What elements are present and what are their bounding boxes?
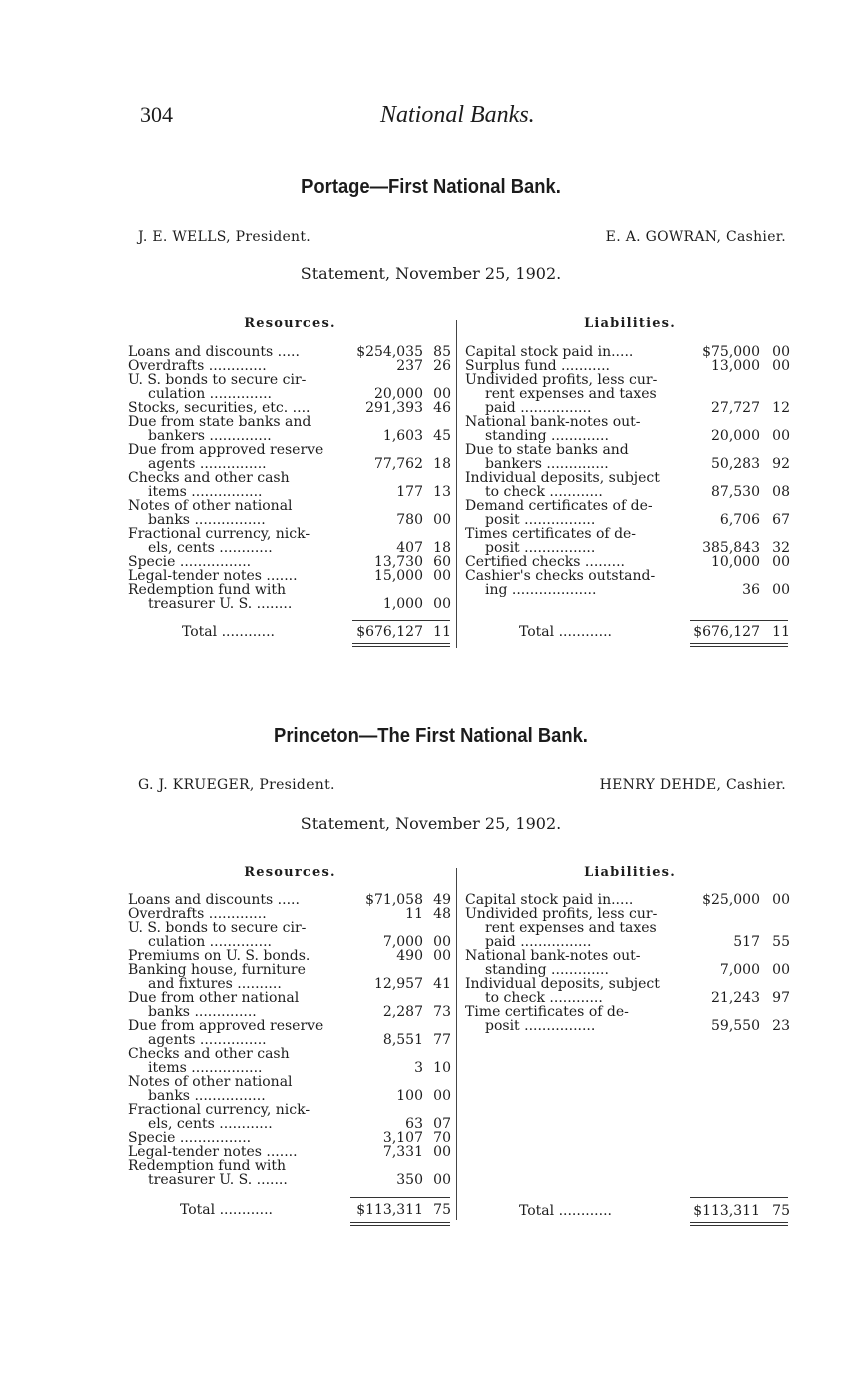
ledger-item-label: Overdrafts ............. <box>128 358 267 374</box>
total-cents: 75 <box>433 1202 451 1218</box>
ledger-item-label: Certified checks ......... <box>465 554 625 570</box>
ledger-item-cents: 00 <box>433 568 451 584</box>
ledger-row <box>128 597 453 611</box>
ledger-item-cents: 73 <box>433 1004 451 1020</box>
ledger-item-dollars: 2,287 <box>382 1004 423 1020</box>
ledger-item-label: Capital stock paid in..... <box>465 344 634 360</box>
ledger-row <box>128 1019 453 1033</box>
ledger-item-dollars: 237 <box>396 358 423 374</box>
ledger-row <box>128 513 453 527</box>
ledger-item-cents: 18 <box>433 540 451 556</box>
ledger-item-cents: 49 <box>433 892 451 908</box>
ledger-row <box>465 583 790 597</box>
ledger-item-label: to check ............ <box>485 484 603 500</box>
ledger-item-dollars: 11 <box>405 906 423 922</box>
resources-heading: Resources. <box>244 865 336 880</box>
ledger-row <box>128 907 453 921</box>
column-divider <box>456 868 457 1220</box>
ledger-item-dollars: 7,000 <box>382 934 423 950</box>
ledger-item-cents: 00 <box>433 934 451 950</box>
ledger-item-label: items ................ <box>148 1060 263 1076</box>
ledger-item-label: Overdrafts ............. <box>128 906 267 922</box>
ledger-row <box>465 499 790 513</box>
ledger-row <box>128 1075 453 1089</box>
ledger-row <box>128 457 453 471</box>
ledger-item-dollars: $254,035 <box>356 344 423 360</box>
ledger-row <box>465 373 790 387</box>
resources-heading: Resources. <box>244 316 336 331</box>
ledger-item-cents: 00 <box>433 1144 451 1160</box>
ledger-item-label: Notes of other national <box>128 498 293 514</box>
ledger-item-label: Loans and discounts ..... <box>128 892 300 908</box>
ledger-item-label: paid ................ <box>485 400 592 416</box>
ledger-row <box>128 527 453 541</box>
total-label: Total ............ <box>519 624 612 640</box>
ledger-row <box>128 1005 453 1019</box>
ledger-item-cents: 55 <box>772 934 790 950</box>
ledger-item-label: paid ................ <box>485 934 592 950</box>
ledger-row <box>465 471 790 485</box>
cashier-name: HENRY DEHDE, Cashier. <box>599 777 786 793</box>
ledger-row <box>465 949 790 963</box>
ledger-row <box>128 991 453 1005</box>
ledger-item-label: els, cents ............ <box>148 540 273 556</box>
total-rule <box>690 1197 788 1198</box>
ledger-item-dollars: 36 <box>742 582 760 598</box>
ledger-item-label: Fractional currency, nick- <box>128 526 311 542</box>
ledger-item-label: items ................ <box>148 484 263 500</box>
ledger-item-label: banks ................ <box>148 512 266 528</box>
ledger-row <box>128 1131 453 1145</box>
ledger-item-cents: 46 <box>433 400 451 416</box>
ledger-item-label: Premiums on U. S. bonds. <box>128 948 311 964</box>
ledger-item-dollars: 12,957 <box>374 976 423 992</box>
ledger-item-dollars: 517 <box>733 934 760 950</box>
president-name: G. J. KRUEGER, President. <box>138 777 335 793</box>
ledger-item-dollars: 7,331 <box>382 1144 423 1160</box>
ledger-row <box>128 1061 453 1075</box>
ledger-row <box>128 1033 453 1047</box>
ledger-item-label: agents ............... <box>148 1032 267 1048</box>
ledger-item-label: standing ............. <box>485 962 609 978</box>
ledger-item-label: banks .............. <box>148 1004 257 1020</box>
total-cents: 75 <box>772 1203 790 1219</box>
ledger-item-label: Due from other national <box>128 990 300 1006</box>
ledger-row <box>465 415 790 429</box>
ledger-row <box>128 373 453 387</box>
ledger-item-label: and fixtures .......... <box>148 976 282 992</box>
ledger-item-dollars: 350 <box>396 1172 423 1188</box>
ledger-item-label: U. S. bonds to secure cir- <box>128 372 307 388</box>
ledger-row <box>128 387 453 401</box>
total-label: Total ............ <box>182 624 275 640</box>
ledger-row <box>128 401 453 415</box>
ledger-item-cents: 00 <box>772 428 790 444</box>
ledger-row <box>465 569 790 583</box>
ledger-item-label: National bank-notes out- <box>465 414 641 430</box>
ledger-item-label: U. S. bonds to secure cir- <box>128 920 307 936</box>
ledger-row <box>465 935 790 949</box>
ledger-row <box>128 1089 453 1103</box>
ledger-item-label: Checks and other cash <box>128 470 290 486</box>
ledger-row <box>128 977 453 991</box>
ledger-item-cents: 92 <box>772 456 790 472</box>
ledger-item-label: Individual deposits, subject <box>465 976 660 992</box>
ledger-item-cents: 12 <box>772 400 790 416</box>
ledger-row <box>128 921 453 935</box>
ledger-item-dollars: 780 <box>396 512 423 528</box>
ledger-item-dollars: 407 <box>396 540 423 556</box>
ledger-item-cents: 67 <box>772 512 790 528</box>
ledger-item-dollars: 77,762 <box>374 456 423 472</box>
ledger-item-dollars: 177 <box>396 484 423 500</box>
ledger-row <box>465 429 790 443</box>
ledger-item-label: Undivided profits, less cur- <box>465 906 658 922</box>
ledger-row <box>128 893 453 907</box>
ledger-item-label: posit ................ <box>485 540 596 556</box>
ledger-item-label: posit ................ <box>485 1018 596 1034</box>
ledger-row <box>465 387 790 401</box>
ledger-item-cents: 10 <box>433 1060 451 1076</box>
ledger-item-label: culation .............. <box>148 934 272 950</box>
ledger-item-label: Legal-tender notes ....... <box>128 568 298 584</box>
ledger-item-label: Notes of other national <box>128 1074 293 1090</box>
ledger-item-cents: 00 <box>772 554 790 570</box>
ledger-item-dollars: $25,000 <box>702 892 760 908</box>
ledger-item-cents: 08 <box>772 484 790 500</box>
ledger-item-label: agents ............... <box>148 456 267 472</box>
ledger-item-label: Due to state banks and <box>465 442 629 458</box>
ledger-item-cents: 85 <box>433 344 451 360</box>
ledger-item-label: Due from approved reserve <box>128 442 324 458</box>
ledger-item-dollars: 3,107 <box>382 1130 423 1146</box>
ledger-item-dollars: 21,243 <box>711 990 760 1006</box>
ledger-item-cents: 00 <box>772 892 790 908</box>
ledger-item-dollars: 27,727 <box>711 400 760 416</box>
ledger-row <box>128 485 453 499</box>
total-dollars: $113,311 <box>356 1202 423 1218</box>
total-dollars: $113,311 <box>693 1203 760 1219</box>
ledger-item-cents: 00 <box>433 1088 451 1104</box>
ledger-row <box>465 555 790 569</box>
liabilities-table <box>465 893 790 1033</box>
statement-date: Statement, November 25, 1902. <box>300 264 562 283</box>
ledger-item-dollars: 10,000 <box>711 554 760 570</box>
resources-table <box>128 345 453 611</box>
president-name: J. E. WELLS, President. <box>138 229 312 245</box>
total-dollars: $676,127 <box>693 624 760 640</box>
ledger-item-cents: 32 <box>772 540 790 556</box>
total-label: Total ............ <box>180 1202 273 1218</box>
ledger-row <box>465 443 790 457</box>
ledger-item-cents: 77 <box>433 1032 451 1048</box>
ledger-item-label: Capital stock paid in..... <box>465 892 634 908</box>
ledger-item-dollars: 1,000 <box>382 596 423 612</box>
total-double-rule <box>352 643 450 647</box>
ledger-item-label: bankers .............. <box>485 456 609 472</box>
ledger-item-cents: 00 <box>433 512 451 528</box>
ledger-row <box>465 907 790 921</box>
ledger-item-cents: 00 <box>772 358 790 374</box>
ledger-item-label: posit ................ <box>485 512 596 528</box>
ledger-item-dollars: $71,058 <box>365 892 423 908</box>
ledger-row <box>465 1019 790 1033</box>
column-divider <box>456 320 457 648</box>
ledger-item-dollars: $75,000 <box>702 344 760 360</box>
ledger-row <box>128 471 453 485</box>
statement-date: Statement, November 25, 1902. <box>300 814 562 833</box>
ledger-row <box>128 1047 453 1061</box>
ledger-row <box>465 991 790 1005</box>
ledger-item-label: Due from state banks and <box>128 414 312 430</box>
ledger-row <box>128 499 453 513</box>
ledger-row <box>465 457 790 471</box>
ledger-row <box>128 569 453 583</box>
ledger-row <box>465 977 790 991</box>
ledger-item-dollars: 87,530 <box>711 484 760 500</box>
ledger-item-dollars: 8,551 <box>382 1032 423 1048</box>
total-dollars: $676,127 <box>356 624 423 640</box>
liabilities-heading: Liabilities. <box>584 865 676 880</box>
ledger-item-label: Undivided profits, less cur- <box>465 372 658 388</box>
bank-title: Portage—First National Bank. <box>301 176 561 198</box>
ledger-row <box>465 513 790 527</box>
ledger-item-dollars: 20,000 <box>711 428 760 444</box>
ledger-row <box>465 893 790 907</box>
ledger-row <box>128 1145 453 1159</box>
ledger-item-label: standing ............. <box>485 428 609 444</box>
total-rule <box>352 620 450 621</box>
ledger-item-cents: 23 <box>772 1018 790 1034</box>
ledger-item-cents: 60 <box>433 554 451 570</box>
ledger-item-cents: 00 <box>433 596 451 612</box>
ledger-item-label: ing ................... <box>485 582 597 598</box>
liabilities-heading: Liabilities. <box>584 316 676 331</box>
ledger-item-cents: 18 <box>433 456 451 472</box>
total-double-rule <box>350 1222 450 1226</box>
ledger-item-dollars: 490 <box>396 948 423 964</box>
ledger-row <box>128 963 453 977</box>
ledger-item-dollars: 7,000 <box>719 962 760 978</box>
ledger-item-dollars: 291,393 <box>365 400 423 416</box>
ledger-item-cents: 00 <box>772 962 790 978</box>
ledger-row <box>128 583 453 597</box>
ledger-row <box>128 1117 453 1131</box>
ledger-item-label: National bank-notes out- <box>465 948 641 964</box>
resources-table <box>128 893 453 1187</box>
ledger-row <box>465 541 790 555</box>
ledger-item-label: Times certificates of de- <box>465 526 637 542</box>
ledger-row <box>465 527 790 541</box>
total-rule <box>690 620 788 621</box>
ledger-item-label: culation .............. <box>148 386 272 402</box>
ledger-item-label: rent expenses and taxes <box>485 386 657 402</box>
ledger-item-label: Redemption fund with <box>128 1158 287 1174</box>
running-head: National Banks. <box>380 102 535 128</box>
ledger-row <box>465 921 790 935</box>
ledger-item-cents: 97 <box>772 990 790 1006</box>
ledger-item-label: Fractional currency, nick- <box>128 1102 311 1118</box>
ledger-item-cents: 13 <box>433 484 451 500</box>
ledger-row <box>128 359 453 373</box>
ledger-item-dollars: 50,283 <box>711 456 760 472</box>
ledger-row <box>128 935 453 949</box>
ledger-item-label: Banking house, furniture <box>128 962 306 978</box>
ledger-row <box>465 963 790 977</box>
ledger-item-dollars: 63 <box>405 1116 423 1132</box>
ledger-item-dollars: 13,000 <box>711 358 760 374</box>
ledger-item-label: Time certificates of de- <box>465 1004 629 1020</box>
ledger-item-cents: 45 <box>433 428 451 444</box>
bank-title: Princeton—The First National Bank. <box>274 725 588 747</box>
ledger-item-label: treasurer U. S. ........ <box>148 596 293 612</box>
ledger-row <box>128 1173 453 1187</box>
ledger-item-cents: 00 <box>433 1172 451 1188</box>
ledger-item-dollars: 59,550 <box>711 1018 760 1034</box>
ledger-item-label: Stocks, securities, etc. .... <box>128 400 311 416</box>
ledger-item-label: Cashier's checks outstand- <box>465 568 656 584</box>
ledger-item-cents: 70 <box>433 1130 451 1146</box>
ledger-item-dollars: 6,706 <box>719 512 760 528</box>
ledger-item-label: to check ............ <box>485 990 603 1006</box>
ledger-row <box>128 429 453 443</box>
ledger-item-label: Individual deposits, subject <box>465 470 660 486</box>
ledger-item-cents: 48 <box>433 906 451 922</box>
ledger-row <box>128 415 453 429</box>
ledger-row <box>128 1103 453 1117</box>
total-double-rule <box>690 1222 788 1226</box>
ledger-item-dollars: 3 <box>414 1060 423 1076</box>
page-number: 304 <box>140 102 173 127</box>
ledger-row <box>128 345 453 359</box>
ledger-item-label: els, cents ............ <box>148 1116 273 1132</box>
ledger-item-dollars: 13,730 <box>374 554 423 570</box>
ledger-row <box>128 443 453 457</box>
ledger-row <box>128 1159 453 1173</box>
total-cents: 11 <box>772 624 790 640</box>
liabilities-table <box>465 345 790 597</box>
ledger-item-label: bankers .............. <box>148 428 272 444</box>
ledger-row <box>465 359 790 373</box>
ledger-item-cents: 00 <box>433 948 451 964</box>
ledger-item-label: rent expenses and taxes <box>485 920 657 936</box>
ledger-item-label: Checks and other cash <box>128 1046 290 1062</box>
cashier-name: E. A. GOWRAN, Cashier. <box>605 229 786 245</box>
total-label: Total ............ <box>519 1203 612 1219</box>
ledger-item-cents: 07 <box>433 1116 451 1132</box>
ledger-item-cents: 00 <box>772 582 790 598</box>
ledger-item-label: treasurer U. S. ....... <box>148 1172 288 1188</box>
ledger-item-cents: 41 <box>433 976 451 992</box>
total-double-rule <box>690 643 788 647</box>
ledger-item-cents: 00 <box>433 386 451 402</box>
ledger-item-label: Demand certificates of de- <box>465 498 653 514</box>
ledger-row <box>128 555 453 569</box>
ledger-item-label: Surplus fund ........... <box>465 358 610 374</box>
ledger-item-dollars: 1,603 <box>382 428 423 444</box>
ledger-row <box>465 1005 790 1019</box>
ledger-item-dollars: 20,000 <box>374 386 423 402</box>
ledger-row <box>465 345 790 359</box>
ledger-row <box>465 485 790 499</box>
ledger-item-cents: 00 <box>772 344 790 360</box>
ledger-row <box>465 401 790 415</box>
ledger-item-label: Redemption fund with <box>128 582 287 598</box>
ledger-item-dollars: 100 <box>396 1088 423 1104</box>
ledger-item-label: Specie ................ <box>128 554 252 570</box>
ledger-item-label: Loans and discounts ..... <box>128 344 300 360</box>
ledger-item-dollars: 15,000 <box>374 568 423 584</box>
ledger-item-label: banks ................ <box>148 1088 266 1104</box>
ledger-row <box>128 541 453 555</box>
total-cents: 11 <box>433 624 451 640</box>
ledger-item-dollars: 385,843 <box>702 540 760 556</box>
ledger-row <box>128 949 453 963</box>
ledger-item-label: Due from approved reserve <box>128 1018 324 1034</box>
total-rule <box>350 1197 450 1198</box>
ledger-item-label: Legal-tender notes ....... <box>128 1144 298 1160</box>
ledger-item-cents: 26 <box>433 358 451 374</box>
ledger-item-label: Specie ................ <box>128 1130 252 1146</box>
